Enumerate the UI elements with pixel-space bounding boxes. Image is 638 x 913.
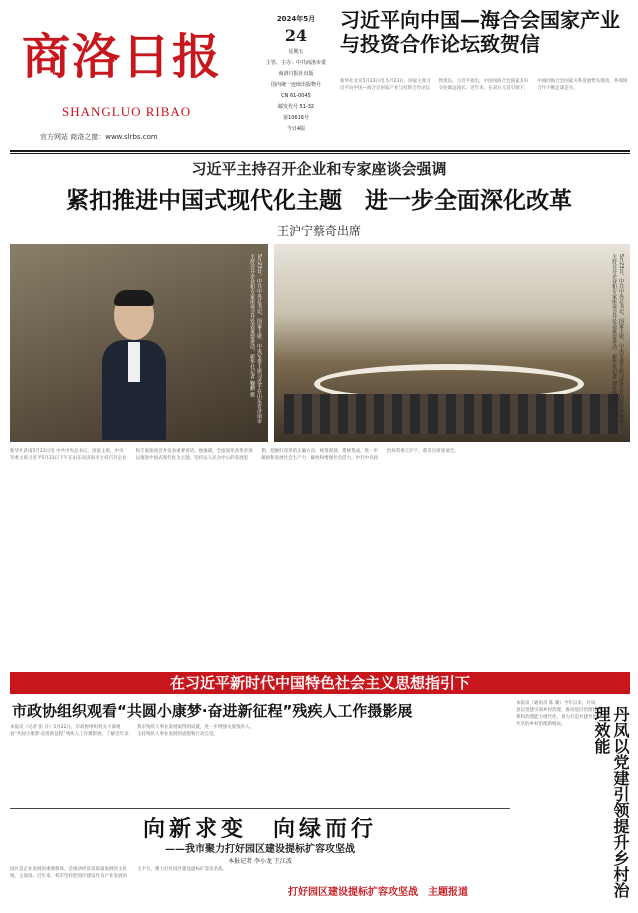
weekday: 星期五 [288,49,304,55]
lead-photo-meeting [274,244,630,442]
publisher: 商洛日报社出版 [278,71,314,77]
lead-photo-speaker [10,244,268,442]
page-count: 今日4版 [286,126,306,132]
story3-subtitle: ——我市聚力打好园区建设提标扩容攻坚战 [165,844,355,855]
story3-byline: 本报记者 李小龙 王江波 [228,858,292,865]
side-article-headline[interactable]: 丹凤以党建引领提升乡村治理效能 [592,706,630,898]
day: 24 [284,26,308,45]
masthead [0,0,638,150]
issue-number: 第10616号 [283,115,309,121]
lead-headline[interactable]: 紧扣推进中国式现代化主题 进一步全面深化改革 [66,188,572,214]
top-story-title[interactable]: 习近平向中国—海合会国家产业与投资合作论坛致贺信 [340,8,620,56]
masthead-rule [10,150,630,152]
story3-headline[interactable]: 向新求变 向绿而行 [142,817,377,842]
newspaper-logo: 商洛日报 [22,29,223,85]
photo2-caption: 5月23日，中共中央总书记、国家主席、中央军委主席习近平在山东省济南市主持召开企业和专家座谈会并发表重要讲话。新华社记者 谢环驰 摄 [611,254,624,424]
website-link[interactable]: 官方网站 商洛之窗：www.slrbs.com [40,133,158,141]
story3-series-tag: 打好园区建设提标扩容攻坚战 主题报道 [288,887,468,898]
issn-label: 国内统一连续出版物号 [270,82,321,88]
lead-subtitle: 王沪宁蔡奇出席 [276,224,361,238]
year-month: 2024年5月 [276,15,316,23]
lead-kicker: 习近平主持召开企业和专家座谈会强调 [191,160,447,178]
sponsor: 主管、主办：中共商洛市委 [265,60,326,66]
top-story-body: 新华社北京5月23日电 5月23日，国家主席习近平向中国—海合会国家产业与投资合作论坛致贺信。习近平指出，中国同海合会国家友好交往源远流长。近年来，在双方元首引领下，中国同海合会国家关系发展势头强劲，各领域合作不断走深走实。 [340,79,628,91]
top-story [340,8,630,91]
side-article-body: 本报讯（通讯员 陈 璐）今年以来，丹凤县以党建引领乡村治理，推动基层治理体系和治理能力现代化，着力打造共建共治共享的乡村治理新格局。 [516,701,597,727]
speaker-figure [102,290,166,440]
cn-number: CN 61-0045 [281,93,311,99]
lead-article-body: 新华社济南5月23日电 中共中央总书记、国家主席、中央军委主席习近平5月23日下午在山东省济南市主持召开企业和专家座谈会并发表重要讲话。他强调，全面深化改革必须以推进中国式现代化为主题，坚持以人民为中心的发展思想，把握好改革的正确方向，统筹谋划、系统集成，进一步解放和发展社会生产力、解放和增强社会活力。中共中央政治局常委王沪宁、蔡奇出席座谈会。 [10,449,459,461]
photo1-caption: 5月23日，中共中央总书记、国家主席、中央军委主席习近平在山东省济南市主持召开企业和专家座谈会并发表重要讲话。新华社记者 鞠鹏 摄 [249,254,262,424]
postal-code: 邮发代号 51-32 [277,104,315,110]
logo-pinyin: SHANGLUO RIBAO [62,104,192,119]
section-divider [10,808,510,809]
story2-headline[interactable]: 市政协组织观看“共圆小康梦·奋进新征程”残疾人工作摄影展 [12,702,413,720]
masthead-rule-thin [10,153,630,154]
story2-body: 本报讯（记者 张 开）5月22日，市政协组织机关干部观看“共圆小康梦·奋进新征程”残疾人工作摄影展，了解近年来我市残疾人事业发展取得的成就，进一步增强关爱残疾人、支持残疾人事业发展的思想和行动自觉。 [10,725,254,737]
story3-body: 园区是企业发展的重要载体，是推动经济高质量发展的主阵地、主战场。近年来，我市坚持把园区建设作为产业发展的主平台，聚力打好园区建设提标扩容攻坚战。 [10,867,227,879]
meeting-attendees [284,394,620,434]
date-box [262,14,330,138]
section-banner: 在习近平新时代中国特色社会主义思想指引下 [10,672,630,694]
